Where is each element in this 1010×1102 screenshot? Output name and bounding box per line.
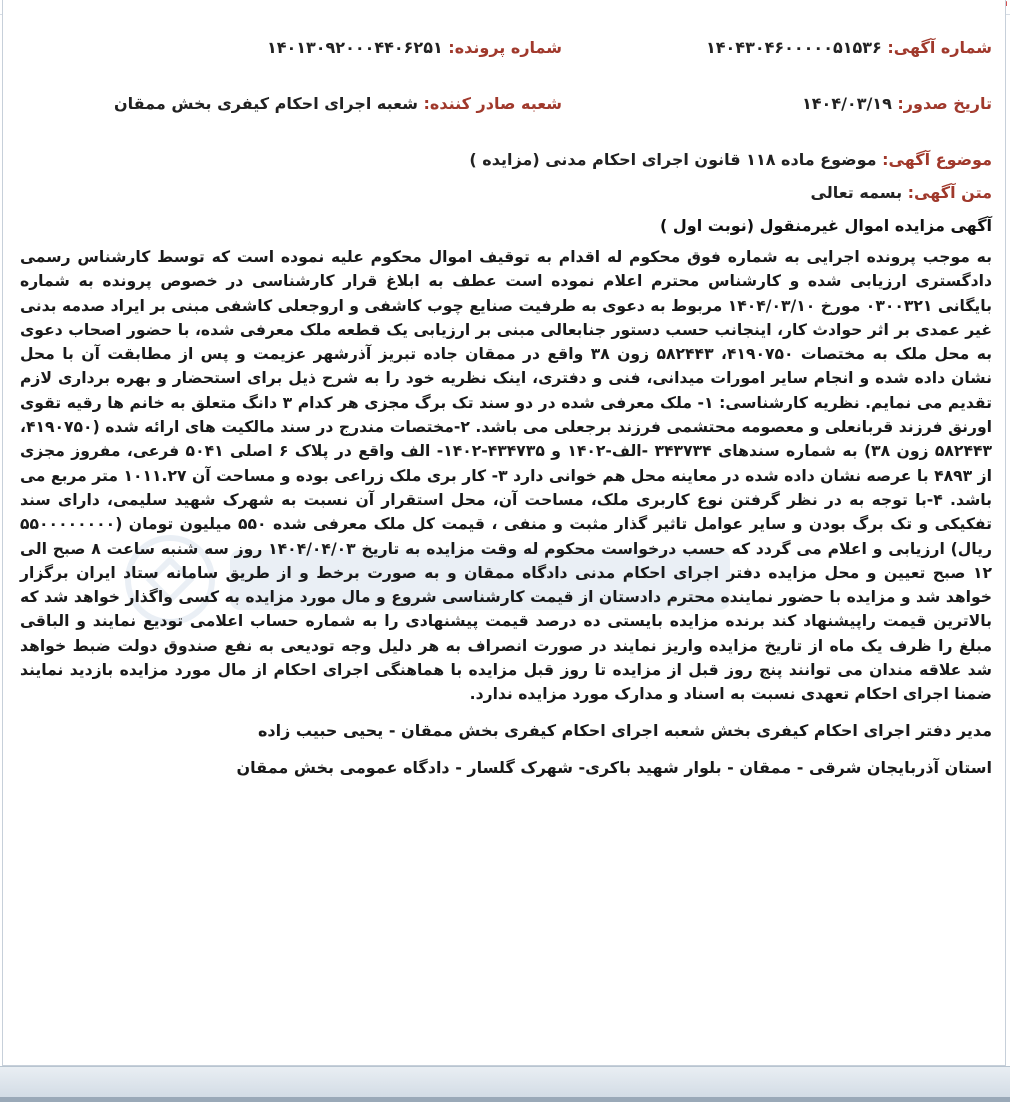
issue-date [802, 94, 992, 113]
issuing-branch [114, 94, 562, 113]
text-value: بسمه تعالی [810, 183, 903, 202]
notice-subject [20, 150, 992, 169]
case-number-value: ۱۴۰۱۳۰۹۲۰۰۰۴۴۰۶۲۵۱ [266, 38, 443, 57]
subject-label: موضوع آگهی: [882, 150, 992, 169]
issuing-branch-value: شعبه اجرای احکام کیفری بخش ممقان [113, 94, 418, 113]
text-label: متن آگهی: [907, 183, 992, 202]
signature-line: مدیر دفتر اجرای احکام کیفری بخش شعبه اجرای احکام کیفری بخش ممقان - یحیی حبیب زاده [257, 720, 992, 740]
notice-number [706, 38, 992, 57]
issuing-branch-label: شعبه صادر کننده: [423, 94, 562, 113]
header-row-1 [20, 38, 992, 94]
bottom-bar [0, 1066, 1010, 1102]
case-number [267, 38, 562, 57]
subject-value: موضوع ماده ۱۱۸ قانون اجرای احکام مدنی (مزایده ) [469, 150, 877, 169]
case-number-label: شماره پرونده: [448, 38, 562, 57]
issue-date-label: تاریخ صدور: [897, 94, 992, 113]
notice-number-value: ۱۴۰۴۳۰۴۶۰۰۰۰۰۵۱۵۳۶ [706, 38, 882, 57]
address-line: استان آذربایجان شرقی - ممقان - بلوار شهید باکری- شهرک گلسار - دادگاه عمومی بخش ممقان [236, 757, 992, 777]
notice-number-label: شماره آگهی: [887, 38, 992, 57]
header-row-2 [20, 94, 992, 150]
issue-date-value: ۱۴۰۴/۰۳/۱۹ [802, 94, 892, 113]
notice-content [20, 38, 992, 777]
bottom-edge [0, 1097, 1010, 1102]
auction-title: آگهی مزایده اموال غیرمنقول (نوبت اول ) [660, 216, 992, 235]
notice-body: به موجب پرونده اجرایی به شماره فوق محکوم له اقدام به توقیف اموال محکوم علیه نموده است که توسط کارشناس رسمی دادگستری ارزیابی شده و کارشناس محترم اعلام نموده است عطف به ابلاغ قرار کارشناسی در خصوص پرونده به شماره بایگانی ۰۳۰۰۳۲۱ مورخ ۱۴۰۴/۰۳/۱۰ مربوط به دعوی به طرفیت صنایع چوب کاشفی و اروجعلی کاشفی مبنی بر ایراد صدمه بدنی غیر عمدی بر اثر حوادث کار، اینجانب حسب دستور جنابعالی مبنی بر ارزیابی یک قطعه ملک معرفی شده، با حضور اصحاب دعوی به محل ملک به مختصات ۴۱۹۰۷۵۰، ۵۸۲۴۴۳ زون ۳۸ واقع در ممقان جاده تبریز آذرشهر عزیمت و پس از مطابقت آن با محل نشان داده شده و انجام سایر امورات میدانی، فنی و دفتری، اینک نظریه خود را به شرح ذیل برای استحضار و بهره برداری لازم تقدیم می نمایم. نظریه کارشناسی: ۱- ملک معرفی شده در دو سند تک برگ مجزی هر کدام ۳ دانگ متعلق به خانم ها رقیه تقوی اورنق فرزند قربانعلی و معصومه محتشمی فرزند برجعلی می باشد. ۲-مختصات مندرج در سند مالکیت های ارائه شده (۴۱۹۰۷۵۰، ۵۸۲۴۴۳ زون ۳۸) به شماره سندهای ۳۴۳۷۳۴ -الف-۱۴۰۲ و ۴۳۴۷۳۵-۱۴۰۲- الف واقع در پلاک ۶ اصلی ۵۰۴۱ فرعی، مفروز مجزی از ۴۸۹۳ با عرصه نشان داده شده در معاینه محل هم خوانی دارد ۳- کار بری ملک زراعی بوده و مساحت آن ۱۰۱۱.۲۷ متر مربع می باشد. ۴-با توجه به در نظر گرفتن نوع کاربری ملک، مساحت آن، محل استقرار آن نسبت به شهرک شهید سلیمی، دارای سند تفکیکی و تک برگ بودن و سایر عوامل تاثیر گذار مثبت و منفی ، قیمت کل ملک معرفی شده ۵۵۰ میلیون تومان (۵۵۰۰۰۰۰۰۰۰ ریال) ارزیابی و اعلام می گردد که حسب درخواست محکوم له وقت مزایده به تاریخ ۱۴۰۴/۰۴/۰۳ روز سه شنبه ساعت ۸ صبح الی ۱۲ صبح تعیین و محل مزایده دفتر اجرای احکام مدنی دادگاه ممقان و به صورت برخط و از طریق سامانه ستاد ایران برگزار خواهد شد و مزایده با حضور نماینده محترم دادستان از قیمت کارشناسی شروع و مال مورد مزایده به کسی واگذار خواهد شد که بالاترین قیمت راپیشنهاد کند برنده مزایده بایستی ده درصد قیمت پیشنهادی را به شماره حساب اعلامی تودیع نمایند و الباقی مبلغ را ظرف یک ماه از تاریخ مزایده واریز نمایند در صورت انصراف به هر دلیل وجه تودیعی به نفع صندوق دولت ضبط خواهد شد علاقه مندان می توانند پنج روز قبل از مزایده تا روز قبل مزایده با هماهنگی اجرای احکام از مال مورد مزایده بازدید نمایند ضمنا اجرای احکام تعهدی نسبت به اسناد و مدارک مورد مزایده ندارد. [20, 248, 993, 704]
notice-text-intro [20, 183, 992, 202]
